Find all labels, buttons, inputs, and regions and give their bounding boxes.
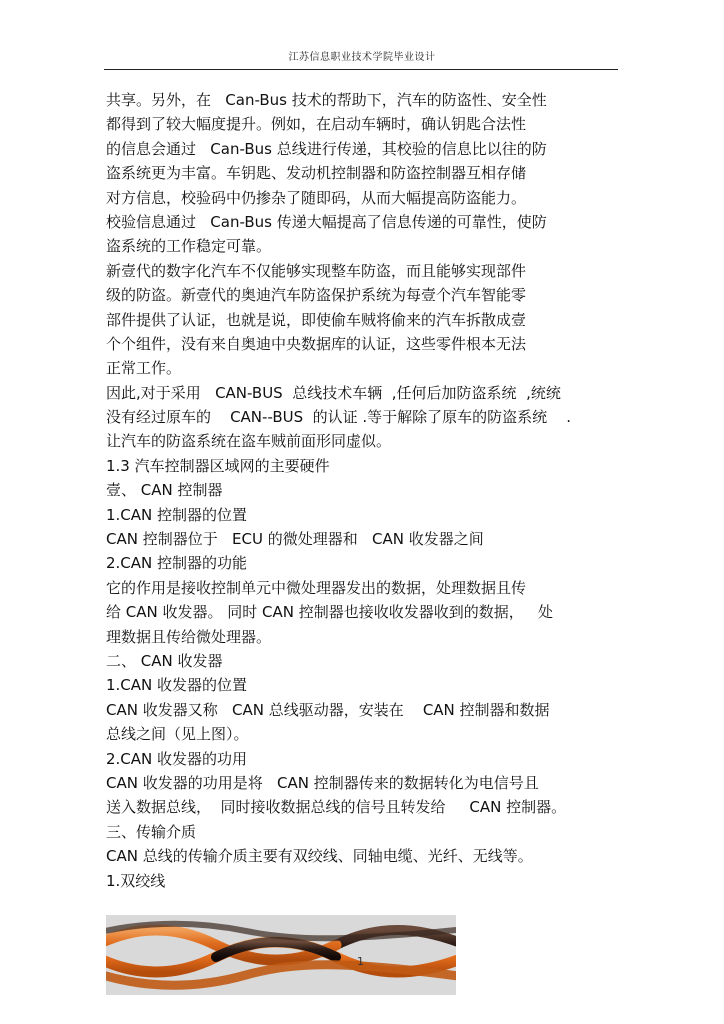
text-line: 对方信息，校验码中仍掺杂了随即码，从而大幅提高防盗能力。 bbox=[106, 188, 527, 207]
subsection-heading: 1.双绞线 bbox=[106, 871, 166, 890]
text-line: 校验信息通过 Can-Bus 传递大幅提高了信息传递的可靠性，使防 bbox=[106, 212, 547, 231]
subsection-heading: 1.CAN 控制器的位置 bbox=[106, 505, 248, 524]
text-line: 送入数据总线， 同时接收数据总线的信号且转发给 CAN 控制器。 bbox=[106, 798, 567, 817]
twisted-pair-cable-photo bbox=[106, 915, 456, 995]
header-rule bbox=[104, 69, 618, 70]
text-line: 总线之间（见上图）。 bbox=[106, 725, 249, 744]
subsection-heading: 1.CAN 收发器的位置 bbox=[106, 676, 248, 695]
subsection-heading: 二、 CAN 收发器 bbox=[106, 651, 223, 670]
text-line: CAN 收发器的功用是将 CAN 控制器传来的数据转化为电信号且 bbox=[106, 773, 539, 792]
page-header: 江苏信息职业技术学院毕业设计 bbox=[288, 52, 436, 63]
section-heading: 1.3 汽车控制器区域网的主要硬件 bbox=[106, 456, 330, 475]
text-line: 盗系统的工作稳定可靠。 bbox=[106, 237, 272, 256]
subsection-heading: 2.CAN 收发器的功用 bbox=[106, 749, 248, 768]
body-text bbox=[106, 88, 620, 893]
text-line: 的信息会通过 Can-Bus 总线进行传递，其校验的信息比以往的防 bbox=[106, 139, 547, 158]
subsection-heading: 壹、 CAN 控制器 bbox=[106, 481, 223, 500]
text-line: 都得到了较大幅度提升。例如，在启动车辆时，确认钥匙合法性 bbox=[106, 115, 527, 134]
text-line: 理数据且传给微处理器。 bbox=[106, 627, 272, 646]
text-line: 正常工作。 bbox=[106, 359, 182, 378]
text-line: 部件提供了认证，也就是说，即使偷车贼将偷来的汽车拆散成壹 bbox=[106, 310, 527, 329]
subsection-heading: 三、传输介质 bbox=[106, 822, 197, 841]
text-line: CAN 控制器位于 ECU 的微处理器和 CAN 收发器之间 bbox=[106, 530, 484, 549]
text-line: 给 CAN 收发器。 同时 CAN 控制器也接收收发器收到的数据， 处 bbox=[106, 603, 554, 622]
text-line: 因此,对于采用 CAN-BUS 总线技术车辆 ,任何后加防盗系统 ,统统 bbox=[106, 383, 561, 402]
text-line: 个个组件，没有来自奥迪中央数据库的认证，这些零件根本无法 bbox=[106, 334, 527, 353]
subsection-heading: 2.CAN 控制器的功能 bbox=[106, 554, 248, 573]
text-line: 新壹代的数字化汽车不仅能够实现整车防盗，而且能够实现部件 bbox=[106, 261, 527, 280]
text-line: 它的作用是接收控制单元中微处理器发出的数据，处理数据且传 bbox=[106, 578, 527, 597]
text-line: 级的防盗。新壹代的奥迪汽车防盗保护系统为每壹个汽车智能零 bbox=[106, 286, 527, 305]
text-line: 盗系统更为丰富。车钥匙、发动机控制器和防盗控制器互相存储 bbox=[106, 164, 527, 183]
text-line: CAN 收发器又称 CAN 总线驱动器，安装在 CAN 控制器和数据 bbox=[106, 700, 550, 719]
text-line: 没有经过原车的 CAN--BUS 的认证 .等于解除了原车的防盗系统 . bbox=[106, 408, 572, 427]
text-line: 让汽车的防盗系统在盗车贼前面形同虚似。 bbox=[106, 432, 392, 451]
twisted-pair-cable-image bbox=[106, 915, 456, 995]
page-number: 1 bbox=[357, 955, 364, 968]
text-line: CAN 总线的传输介质主要有双绞线、同轴电缆、光纤、无线等。 bbox=[106, 847, 533, 866]
text-line: 共享。另外，在 Can-Bus 技术的帮助下，汽车的防盗性、安全性 bbox=[106, 91, 547, 109]
